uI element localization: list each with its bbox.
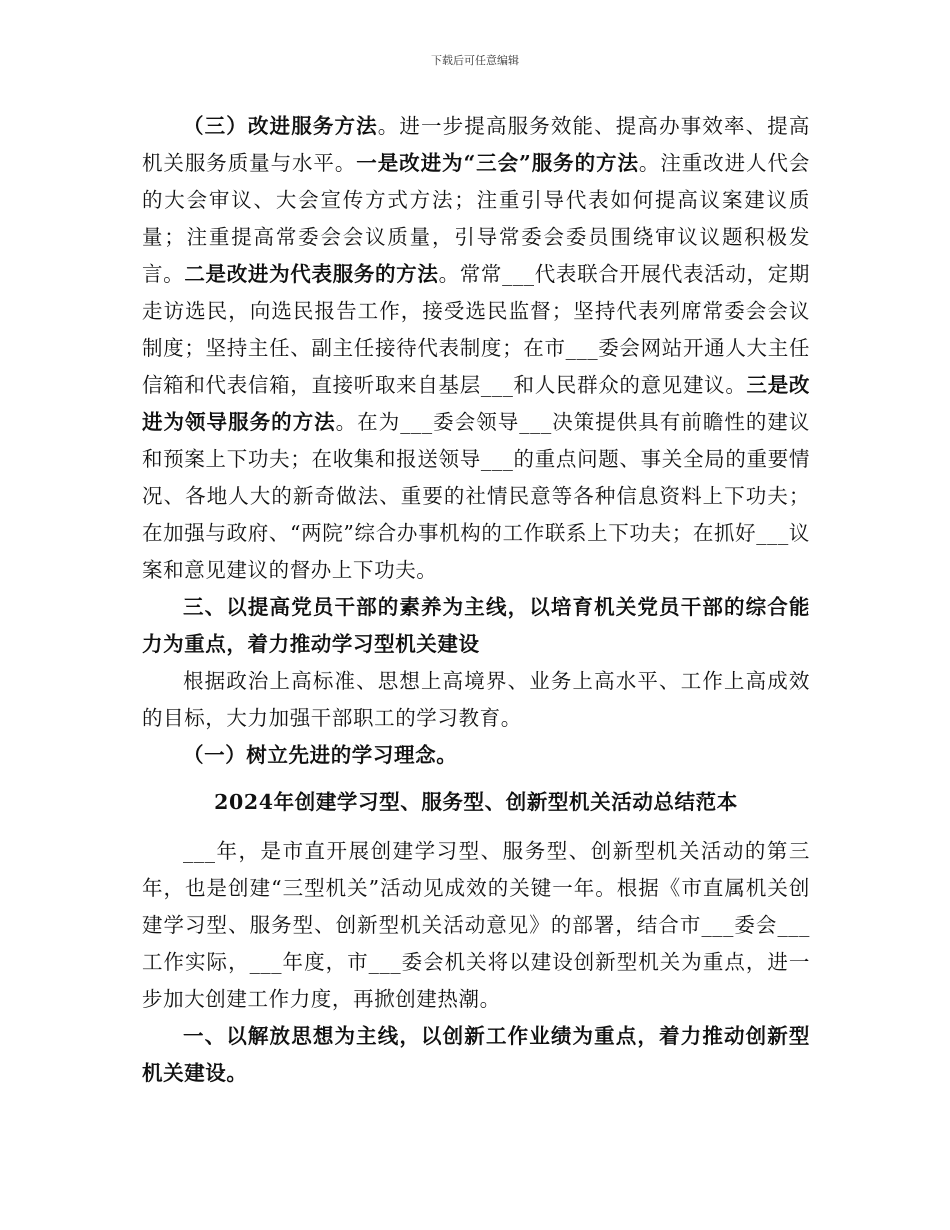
document-title: 2024年创建学习型、服务型、创新型机关活动总结范本 [214, 790, 738, 814]
paragraph-service-methods [142, 108, 810, 589]
bold-point-three: 三是改进为领导服务的方法 [142, 373, 810, 434]
subheading-learning-concept: （一）树立先进的学习理念。 [183, 743, 458, 767]
section-heading-innovation: 一、以解放思想为主线，以创新工作业绩为重点，着力推动创新型机关建设。 [142, 1024, 810, 1085]
paragraph-text: 。注重改进人代会的大会审议、大会宣传方式方法；注重引导代表如何提高议案建议质量；注重提高常委会会议质量，引导常委会委员围绕审议议题积极发言。 [142, 151, 810, 286]
bold-point-two: 二是改进为代表服务的方法 [184, 262, 439, 286]
section-heading-learning-organization: 三、以提高党员干部的素养为主线，以培育机关党员干部的综合能力为重点，着力推动学习型机关建设 [142, 595, 810, 656]
paragraph-text: 。常常___代表联合开展代表活动，定期走访选民，向选民报告工作，接受选民监督；坚持代表列席常委会会议制度；坚持主任、副主任接待代表制度；在市___委会网站开通人大主任信箱和代表信箱，直接听取来自基层___和人民群众的意见建议。 [142, 262, 811, 397]
paragraph-text: 。进一步提高服务效能、提高办事效率、提高机关服务质量与水平。 [142, 114, 811, 175]
page-header: 下载后可任意编辑 [431, 54, 519, 67]
paragraph-intro: ___年，是市直开展创建学习型、服务型、创新型机关活动的第三年，也是创建“三型机关”活动见成效的关键一年。根据《市直属机关创建学习型、服务型、创新型机关活动意见》的部署，结合市___委会___工作实际，___年度，市___委会机关将以建设创新型机关为重点，进一步加大创建工作力度，再掀创建热潮。 [142, 839, 810, 1011]
document-body [142, 108, 810, 1092]
paragraph-learning-goals: 根据政治上高标准、思想上高境界、业务上高水平、工作上高成效的目标，大力加强干部职工的学习教育。 [142, 669, 810, 730]
bold-point-one: 一是改进为“三会”服务的方法 [356, 151, 639, 175]
paragraph-text: 。在为___委会领导___决策提供具有前瞻性的建议和预案上下功夫；在收集和报送领导___的重点问题、事关全局的重要情况、各地人大的新奇做法、重要的社情民意等各种信息资料上下功夫；在加强与政府、“两院”综合办事机构的工作联系上下功夫；在抓好___议案和意见建议的督办上下功夫。 [142, 410, 810, 582]
heading-improve-service-methods: （三）改进服务方法 [183, 114, 378, 138]
